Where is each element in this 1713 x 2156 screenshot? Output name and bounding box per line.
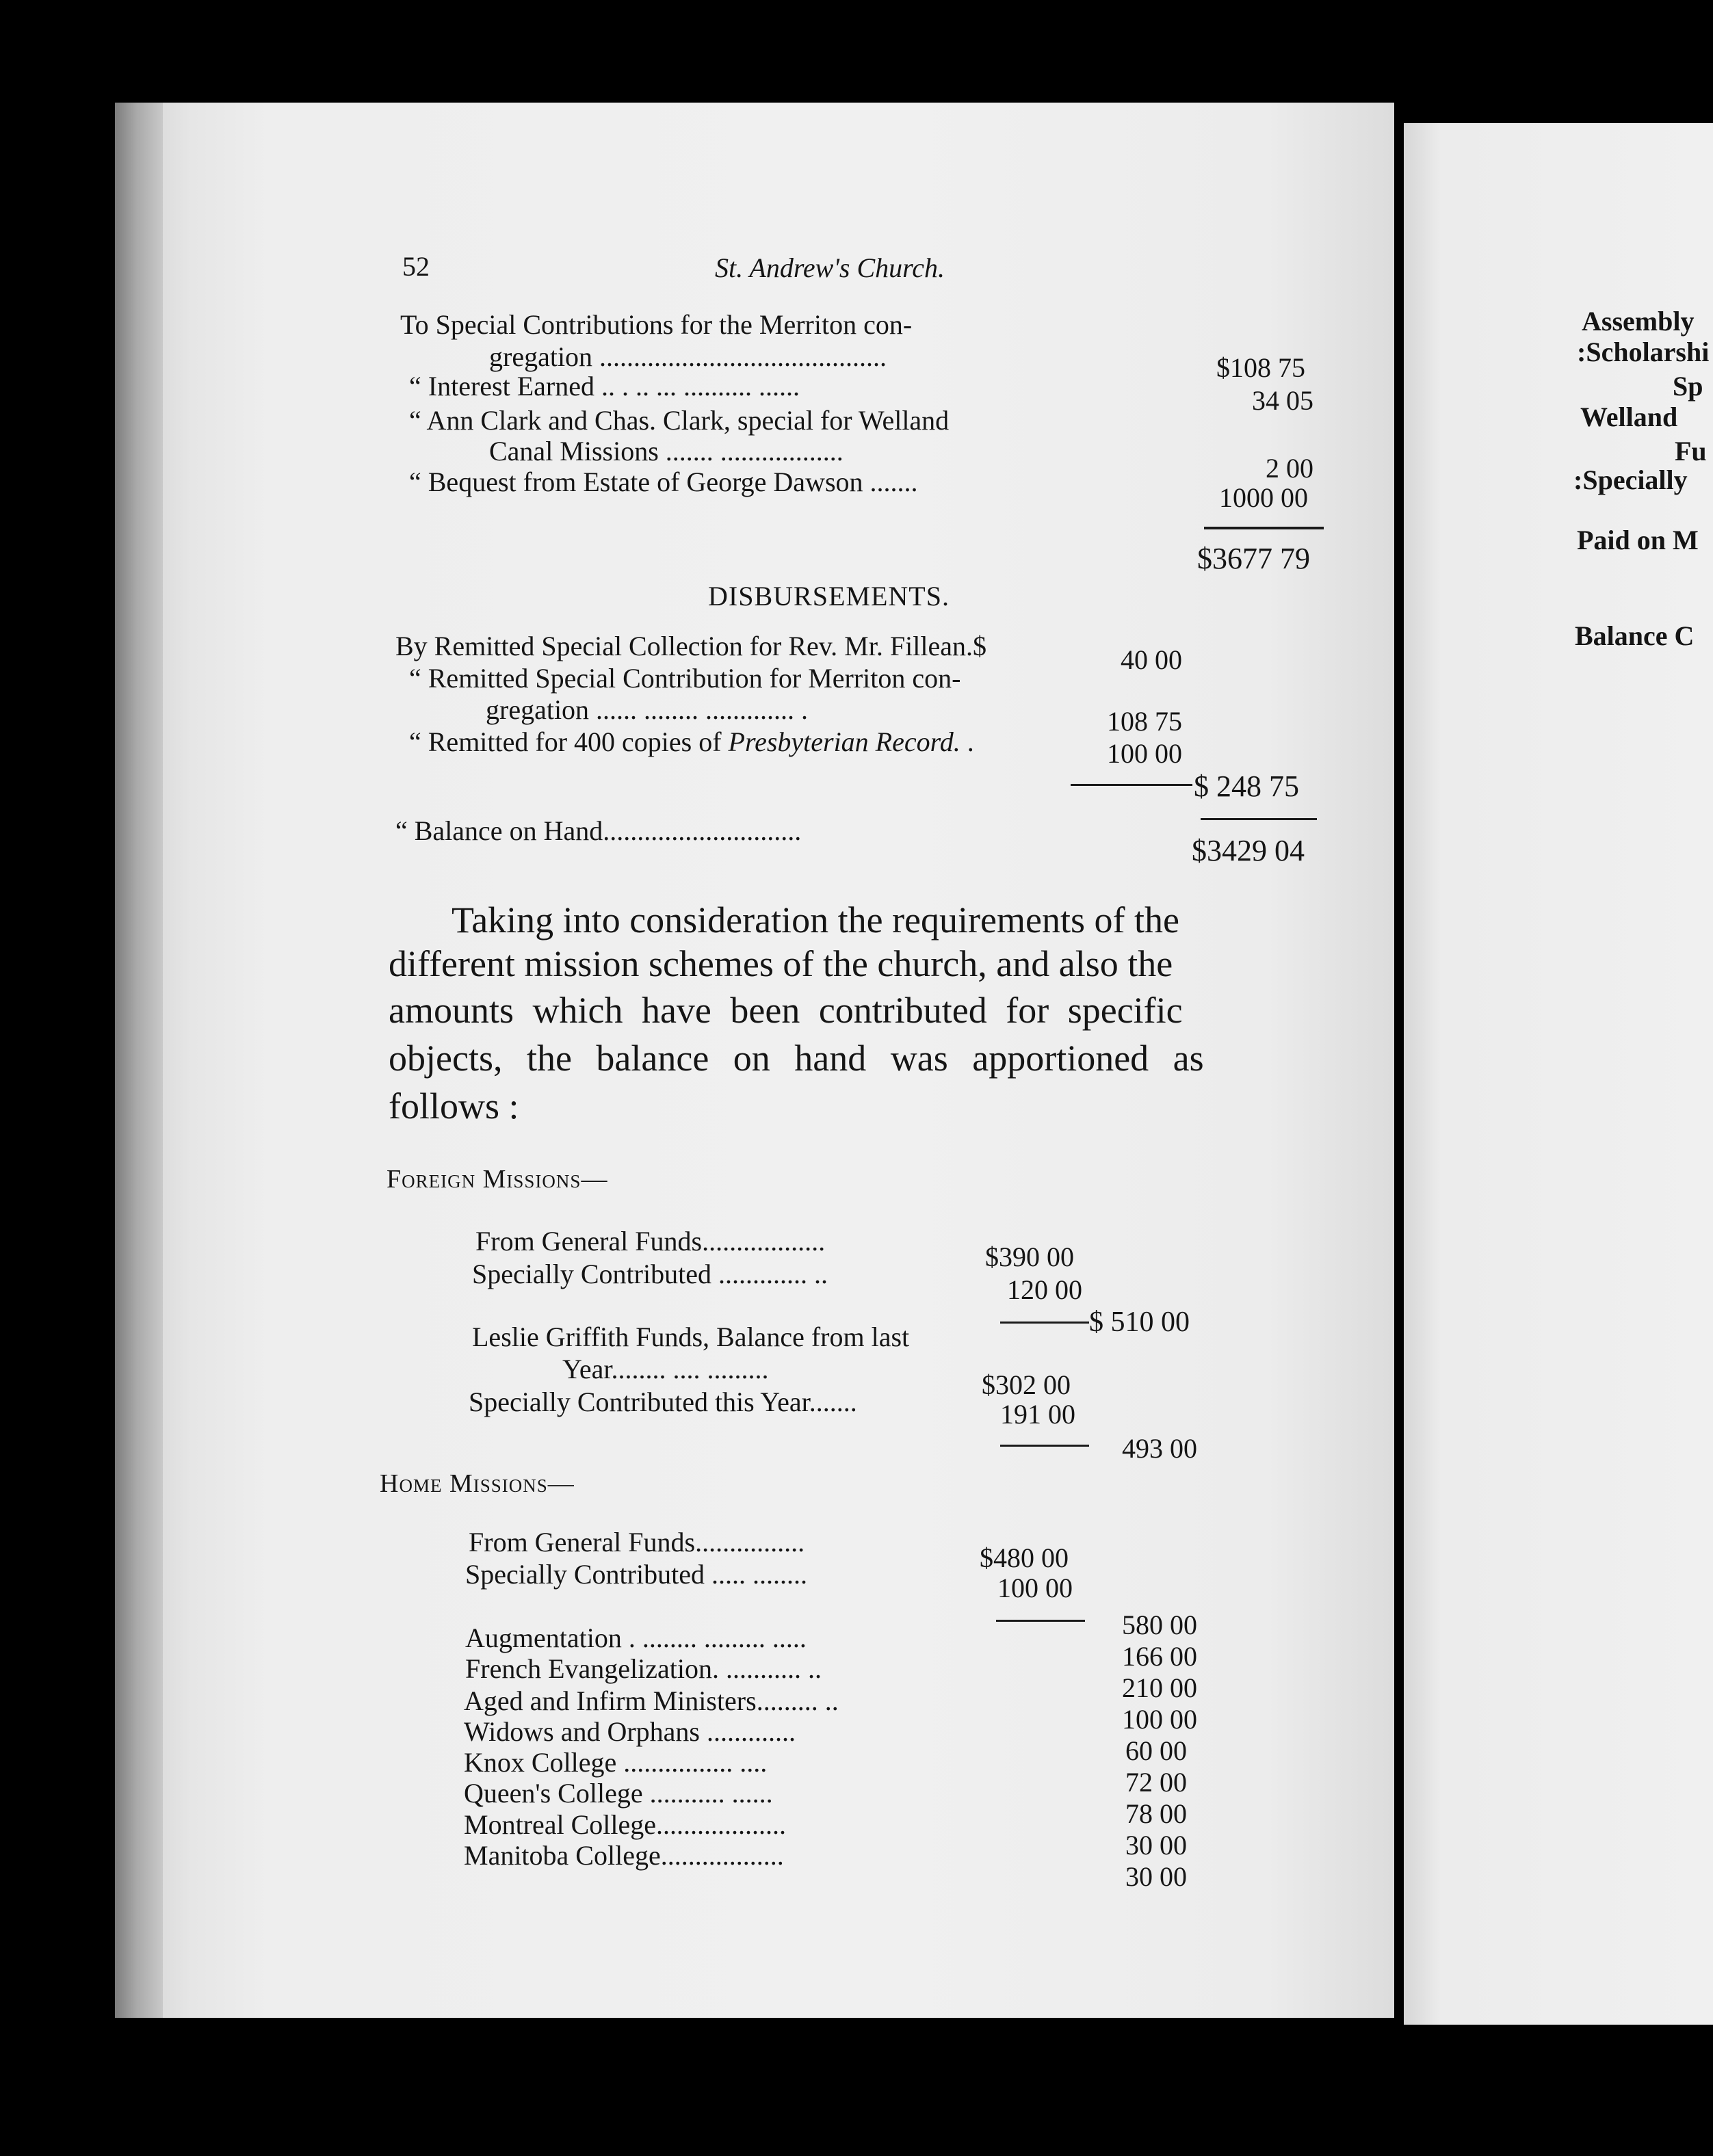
hm-item-amount: 72 00 — [1125, 1767, 1187, 1798]
griffith-year-label: Year........ .... ......... — [562, 1354, 769, 1384]
fm-special-amount: 120 00 — [1007, 1274, 1082, 1305]
hm-special-label: Specially Contributed ..... ........ — [465, 1559, 807, 1590]
running-title: St. Andrew's Church. — [715, 252, 945, 283]
facing-text: Fu — [1675, 436, 1707, 466]
griffith-label: Leslie Griffith Funds, Balance from last — [472, 1322, 910, 1352]
disbursement-amount: 40 00 — [1121, 644, 1182, 675]
facing-text: Paid on M — [1577, 525, 1699, 555]
hm-item-label: Widows and Orphans ............. — [464, 1716, 796, 1747]
disbursement-line: By Remitted Special Collection for Rev. Mr. Fillean.$ — [395, 631, 986, 661]
receipt-line: “ Ann Clark and Chas. Clark, special for Welland — [409, 405, 950, 436]
facing-text: Balance C — [1575, 620, 1695, 651]
disbursement-amount: 100 00 — [1107, 738, 1182, 769]
paragraph-line: amounts which have been contributed for specific — [389, 990, 1183, 1031]
hm-item-label: Aged and Infirm Ministers......... .. — [464, 1685, 839, 1716]
hm-item-amount: 166 00 — [1122, 1641, 1197, 1672]
foreign-missions-heading: Foreign Missions— — [387, 1165, 608, 1194]
balance-label: “ Balance on Hand............................. — [395, 815, 802, 846]
hm-subtotal: 580 00 — [1122, 1609, 1197, 1640]
fm-general-amount: $390 00 — [985, 1241, 1074, 1272]
griffith-special-amount: 191 00 — [1000, 1399, 1075, 1430]
receipt-line: “ Bequest from Estate of George Dawson ....... — [409, 466, 918, 497]
hm-item-label: Knox College ................ .... — [464, 1747, 768, 1778]
hm-special-amount: 100 00 — [997, 1573, 1073, 1603]
book-spine — [115, 103, 163, 2018]
balance-amount: $3429 04 — [1192, 834, 1305, 867]
receipt-line-cont: Canal Missions ....... .................. — [489, 436, 844, 466]
fm-general-label: From General Funds.................. — [475, 1226, 826, 1257]
fm-subtotal: $ 510 00 — [1089, 1306, 1190, 1338]
balance-rule — [1201, 818, 1317, 820]
home-missions-heading: Home Missions— — [380, 1469, 575, 1498]
disbursements-total: $ 248 75 — [1194, 770, 1299, 803]
fm-subtotal-rule — [1000, 1322, 1089, 1324]
receipts-total: $3677 79 — [1197, 542, 1310, 575]
facing-text: :Scholarshi — [1577, 337, 1710, 367]
disbursement-line-cont: gregation ...... ........ ............. . — [486, 694, 809, 725]
hm-subtotal-rule — [996, 1620, 1085, 1622]
facing-text: :Specially — [1573, 464, 1688, 495]
disbursements-heading: DISBURSEMENTS. — [708, 581, 950, 612]
disbursement-amount: 108 75 — [1107, 706, 1182, 737]
paragraph-line: Taking into consideration the requirements of the — [452, 899, 1179, 941]
griffith-special-label: Specially Contributed this Year....... — [469, 1386, 857, 1417]
receipt-amount: $108 75 — [1216, 352, 1305, 383]
hm-item-label: French Evangelization. ........... .. — [465, 1653, 822, 1684]
facing-text: Assembly — [1582, 306, 1695, 337]
hm-item-amount: 78 00 — [1125, 1798, 1187, 1829]
hm-item-label: Augmentation . ........ ......... ..... — [465, 1622, 807, 1653]
facing-text: Welland — [1580, 402, 1678, 432]
page-number: 52 — [402, 251, 430, 282]
hm-item-label: Queen's College ........... ...... — [464, 1778, 773, 1809]
receipt-line-cont: gregation .......................................... — [489, 341, 887, 372]
hm-item-label: Montreal College................... — [464, 1809, 787, 1840]
facing-text: Sp — [1673, 371, 1703, 402]
griffith-rule — [1000, 1445, 1089, 1447]
disbursement-line: “ Remitted Special Contribution for Merriton con- — [409, 663, 961, 694]
hm-item-amount: 30 00 — [1125, 1861, 1187, 1892]
hm-item-amount: 210 00 — [1122, 1672, 1197, 1703]
receipt-line: To Special Contributions for the Merriton con- — [400, 309, 913, 340]
disbursement-line: “ Remitted for 400 copies of Presbyterian Record. . — [409, 726, 974, 757]
hm-item-amount: 30 00 — [1125, 1830, 1187, 1861]
griffith-year-amount: $302 00 — [982, 1369, 1071, 1400]
paragraph-line: different mission schemes of the church, and also the — [389, 943, 1173, 984]
hm-item-label: Manitoba College.................. — [464, 1840, 784, 1871]
hm-general-amount: $480 00 — [980, 1542, 1069, 1573]
receipt-amount: 1000 00 — [1219, 482, 1308, 513]
subtotal-rule — [1071, 784, 1192, 786]
receipt-amount: 34 05 — [1252, 385, 1313, 416]
hm-item-amount: 60 00 — [1125, 1735, 1187, 1766]
hm-general-label: From General Funds................ — [469, 1527, 805, 1557]
paragraph-line: objects, the balance on hand was apportioned as — [389, 1038, 1204, 1079]
receipt-line: “ Interest Earned .. . .. ... .......... ...... — [409, 371, 800, 402]
hm-item-amount: 100 00 — [1122, 1704, 1197, 1735]
receipt-amount: 2 00 — [1266, 453, 1313, 484]
total-rule — [1204, 527, 1324, 529]
fm-special-label: Specially Contributed ............. .. — [472, 1259, 828, 1289]
paragraph-line: follows : — [389, 1086, 519, 1127]
griffith-total: 493 00 — [1122, 1433, 1197, 1464]
